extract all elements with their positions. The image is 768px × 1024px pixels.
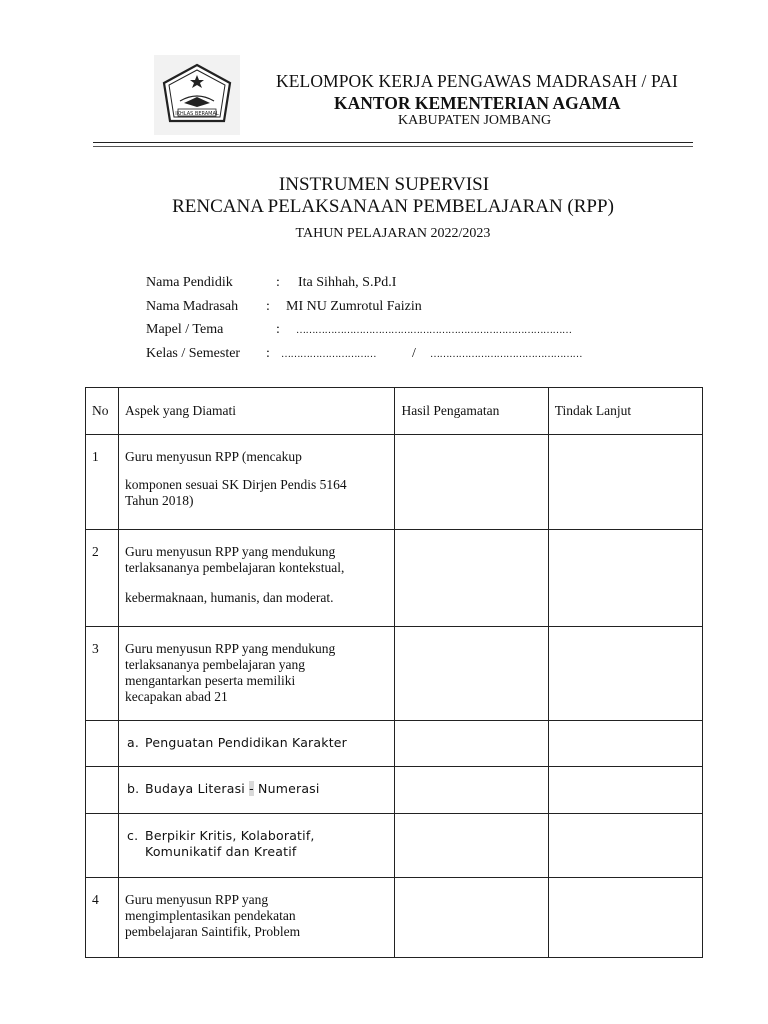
- madrasah-label: Nama Madrasah: [146, 299, 239, 314]
- academic-year: TAHUN PELAJARAN 2022/2023: [295, 226, 491, 241]
- aspek-line: Guru menyusun RPP yang mendukung: [125, 544, 336, 559]
- madrasah-separator: :: [266, 299, 270, 314]
- table-row: [86, 721, 703, 767]
- row-number: 2: [92, 544, 99, 559]
- sub-aspek-c: [119, 814, 394, 866]
- table-row: [86, 878, 703, 958]
- letterhead-line-1: KELOMPOK KERJA PENGAWAS MADRASAH / PAI: [276, 71, 678, 91]
- sub-aspek-b: [119, 767, 394, 803]
- aspek-text: [119, 878, 394, 946]
- tindak-cell[interactable]: [548, 627, 702, 721]
- mapel-value: ……………………………………………………………………………: [296, 325, 572, 336]
- aspek-line: Tahun 2018): [125, 493, 194, 508]
- aspek-line: Guru menyusun RPP yang mendukung: [125, 641, 336, 656]
- kelas-separator: :: [266, 346, 270, 361]
- kelas-value: …………………………: [281, 349, 376, 360]
- mapel-separator: :: [276, 322, 280, 337]
- kemenag-logo: [154, 55, 240, 135]
- hasil-cell[interactable]: [395, 530, 548, 627]
- sub-text: Berpikir Kritis, Kolaboratif,: [145, 828, 315, 843]
- sub-text: Budaya Literasi: [145, 781, 250, 796]
- aspek-line: Guru menyusun RPP yang: [125, 892, 269, 907]
- aspek-line: kecapakan abad 21: [125, 689, 228, 704]
- header-no: No: [92, 403, 109, 418]
- letterhead-rule-thin: [93, 146, 693, 147]
- table-row: [86, 767, 703, 814]
- letterhead-rule-thick: [93, 142, 693, 143]
- sub-label: c.: [127, 828, 139, 843]
- row-number: 4: [92, 892, 99, 907]
- tindak-cell[interactable]: [548, 530, 702, 627]
- sub-aspek-a: [119, 721, 394, 757]
- table-row: [86, 814, 703, 878]
- pendidik-value: Ita Sihhah, S.Pd.I: [298, 275, 397, 290]
- sub-text: Penguatan Pendidikan Karakter: [145, 735, 348, 750]
- header-hasil: Hasil Pengamatan: [401, 403, 500, 418]
- table-row: [86, 435, 703, 530]
- aspek-text: [119, 627, 394, 711]
- tindak-cell[interactable]: [548, 721, 702, 767]
- letterhead-line-2: KANTOR KEMENTERIAN AGAMA: [334, 93, 621, 113]
- aspek-text: [119, 435, 394, 515]
- sub-label: b.: [127, 781, 140, 796]
- aspek-line: Guru menyusun RPP (mencakup: [125, 449, 302, 464]
- aspek-line: terlaksananya pembelajaran yang: [125, 657, 305, 672]
- table-header-row: [86, 388, 703, 435]
- hasil-cell[interactable]: [395, 878, 548, 958]
- sub-text: Komunikatif dan Kreatif: [145, 844, 297, 859]
- tindak-cell[interactable]: [548, 435, 702, 530]
- header-aspek: Aspek yang Diamati: [125, 403, 237, 418]
- letterhead-line-3: KABUPATEN JOMBANG: [398, 113, 552, 128]
- logo-text: IKHLAS BERAMAL: [175, 111, 219, 117]
- sub-text: Numerasi: [253, 781, 320, 796]
- sub-label: a.: [127, 735, 140, 750]
- kelas-slash: /: [412, 346, 416, 361]
- semester-value: …………………………………………: [430, 349, 582, 360]
- row-number: 3: [92, 641, 99, 656]
- document-title: INSTRUMEN SUPERVISI: [278, 174, 490, 195]
- hasil-cell[interactable]: [395, 435, 548, 530]
- pendidik-label: Nama Pendidik: [146, 275, 233, 290]
- aspek-line: mengantarkan peserta memiliki: [125, 673, 296, 688]
- aspek-text: [119, 530, 394, 612]
- header-tindak: Tindak Lanjut: [554, 403, 632, 418]
- tindak-cell[interactable]: [548, 767, 702, 814]
- document-subtitle: RENCANA PELAKSANAAN PEMBELAJARAN (RPP): [172, 196, 614, 217]
- table-row: [86, 530, 703, 627]
- aspek-line: komponen sesuai SK Dirjen Pendis 5164: [125, 477, 347, 492]
- aspek-line: mengimplentasikan pendekatan: [125, 908, 296, 923]
- supervision-table: [85, 387, 703, 958]
- hasil-cell[interactable]: [395, 721, 548, 767]
- tindak-cell[interactable]: [548, 878, 702, 958]
- madrasah-value: MI NU Zumrotul Faizin: [286, 299, 422, 314]
- aspek-line: terlaksananya pembelajaran kontekstual,: [125, 560, 345, 575]
- aspek-line: kebermaknaan, humanis, dan moderat.: [125, 590, 334, 605]
- sub-dash: -: [249, 781, 254, 796]
- row-number: 1: [92, 449, 99, 464]
- aspek-line: pembelajaran Saintifik, Problem: [125, 924, 301, 939]
- tindak-cell[interactable]: [548, 814, 702, 878]
- hasil-cell[interactable]: [395, 627, 548, 721]
- mapel-label: Mapel / Tema: [146, 322, 224, 337]
- pendidik-separator: :: [276, 275, 280, 290]
- table-row: [86, 627, 703, 721]
- hasil-cell[interactable]: [395, 814, 548, 878]
- hasil-cell[interactable]: [395, 767, 548, 814]
- kelas-label: Kelas / Semester: [146, 346, 241, 361]
